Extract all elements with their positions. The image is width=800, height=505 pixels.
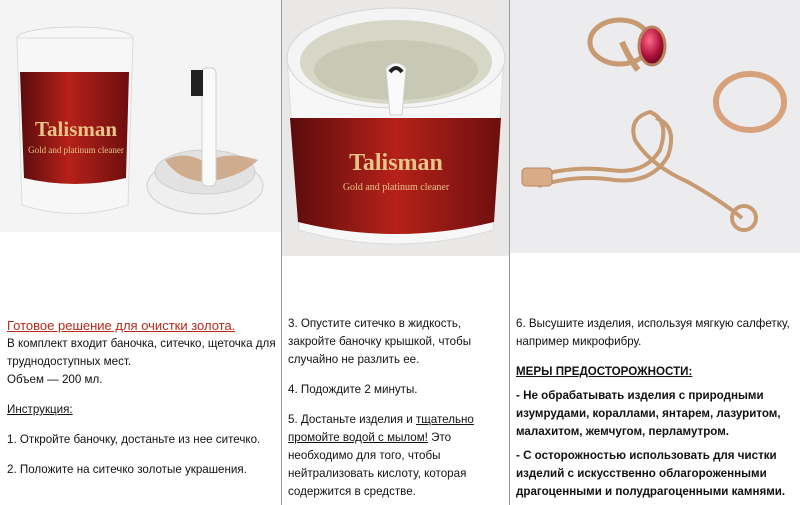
- step-5-emphasis: тщательно промойте водой с мылом!: [288, 413, 474, 444]
- volume-text: Объем — 200 мл.: [7, 373, 103, 386]
- jewelry-photo: [510, 0, 800, 253]
- jar-label-text: Talisman: [34, 117, 118, 141]
- step-4: 4. Подождите 2 минуты.: [288, 383, 418, 396]
- warning-1: - Не обрабатывать изделия с природными изумрудами, кораллами, янтарем, лазуритом, малахитом, жемчугом, перламутром.: [516, 389, 781, 438]
- jar-sublabel-text: Gold and platinum cleaner: [28, 145, 124, 155]
- jar-label-text: Talisman: [349, 150, 443, 176]
- column-2-text: [288, 315, 506, 501]
- column-1-text: [7, 316, 277, 479]
- warnings-title: МЕРЫ ПРЕДОСТОРОЖНОСТИ:: [516, 365, 693, 378]
- step-3: 3. Опустите ситечко в жидкость, закройте баночку крышкой, чтобы случайно не разлить ее.: [288, 317, 472, 366]
- column-1: [0, 0, 282, 505]
- step-5-end: Это необходимо для того, чтобы нейтрализовать кислоту, которая содержится в средстве.: [288, 431, 467, 498]
- step-6: 6. Высушите изделия, используя мягкую салфетку, например микрофибру.: [516, 317, 790, 348]
- instruction-label: Инструкция:: [7, 403, 73, 416]
- jar-sublabel-text: Gold and platinum cleaner: [342, 182, 450, 193]
- column-3-text: [516, 315, 798, 501]
- step-1: 1. Откройте баночку, достаньте из нее ситечко.: [7, 433, 261, 446]
- product-heading: Готовое решение для очистки золота.: [7, 318, 236, 333]
- warning-2: - С осторожностью использовать для чистки изделий с искусственно облагороженными драгоценными и полудрагоценными камнями.: [516, 449, 786, 498]
- kit-contents: В комплект входит баночка, ситечко, щеточка для труднодоступных мест.: [7, 337, 276, 368]
- jar-with-strainer-photo: [0, 0, 281, 232]
- step-5: [288, 411, 506, 501]
- step-5-start: 5. Достаньте изделия и: [288, 413, 416, 426]
- open-jar-photo: [282, 0, 509, 256]
- column-3: [510, 0, 800, 505]
- column-2: [282, 0, 510, 505]
- step-2: 2. Положите на ситечко золотые украшения.: [7, 463, 247, 476]
